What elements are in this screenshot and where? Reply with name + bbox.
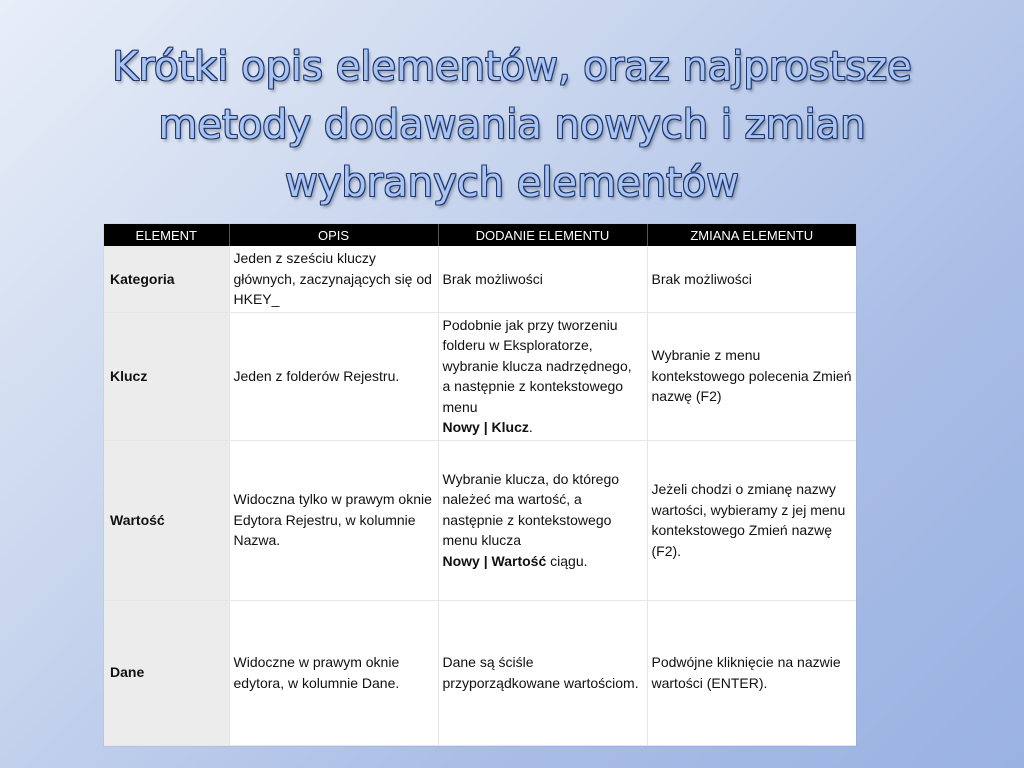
cell-opis: Jeden z sześciu kluczy głównych, zaczynających się od HKEY_ bbox=[229, 246, 438, 312]
table-row bbox=[104, 312, 856, 440]
cell-dodanie-suffix: ciągu. bbox=[546, 552, 588, 569]
cell-element: Kategoria bbox=[104, 246, 229, 312]
cell-opis: Widoczne w prawym oknie edytora, w kolumnie Dane. bbox=[229, 600, 438, 745]
cell-element: Dane bbox=[104, 600, 229, 745]
table-row bbox=[104, 246, 856, 312]
table-row bbox=[104, 440, 856, 600]
cell-dodanie bbox=[438, 312, 647, 440]
cell-zmiana: Jeżeli chodzi o zmianę nazwy wartości, wybieramy z jej menu kontekstowego Zmień nazwę (F2). bbox=[647, 440, 856, 600]
header-opis: OPIS bbox=[229, 224, 438, 246]
cell-zmiana: Brak możliwości bbox=[647, 246, 856, 312]
header-element: ELEMENT bbox=[104, 224, 229, 246]
cell-dodanie-text: Podobnie jak przy tworzeniu folderu w Eksploratorze, wybranie klucza nadrzędnego, a następnie z kontekstowego menu bbox=[442, 316, 632, 415]
header-dodanie: DODANIE ELEMENTU bbox=[438, 224, 647, 246]
header-zmiana: ZMIANA ELEMENTU bbox=[647, 224, 856, 246]
cell-opis: Jeden z folderów Rejestru. bbox=[229, 312, 438, 440]
menu-path-nowy-klucz: Nowy | Klucz bbox=[442, 419, 529, 435]
title-line-2: metody dodawania nowych i zmian bbox=[158, 102, 866, 148]
cell-zmiana: Wybranie z menu kontekstowego polecenia Zmień nazwę (F2) bbox=[647, 312, 856, 440]
title-line-1: Krótki opis elementów, oraz najprostsze bbox=[112, 44, 912, 90]
cell-dodanie: Brak możliwości bbox=[438, 246, 647, 312]
cell-dodanie-suffix: . bbox=[528, 419, 533, 435]
title-line-3: wybranych elementów bbox=[285, 160, 739, 206]
menu-path-nowy-wartosc: Nowy | Wartość bbox=[442, 552, 547, 569]
cell-dodanie-text: Wybranie klucza, do którego należeć ma wartość, a następnie z kontekstowego menu klucza bbox=[442, 470, 620, 549]
cell-element: Klucz bbox=[104, 312, 229, 440]
cell-dodanie bbox=[438, 440, 647, 600]
slide-title bbox=[60, 38, 964, 212]
table-header-row bbox=[104, 224, 856, 246]
cell-element: Wartość bbox=[104, 440, 229, 600]
cell-dodanie: Dane są ściśle przyporządkowane wartościom. bbox=[438, 600, 647, 745]
cell-zmiana: Podwójne kliknięcie na nazwie wartości (ENTER). bbox=[647, 600, 856, 745]
registry-elements-table bbox=[104, 224, 856, 746]
cell-opis: Widoczna tylko w prawym oknie Edytora Rejestru, w kolumnie Nazwa. bbox=[229, 440, 438, 600]
table-row bbox=[104, 600, 856, 745]
